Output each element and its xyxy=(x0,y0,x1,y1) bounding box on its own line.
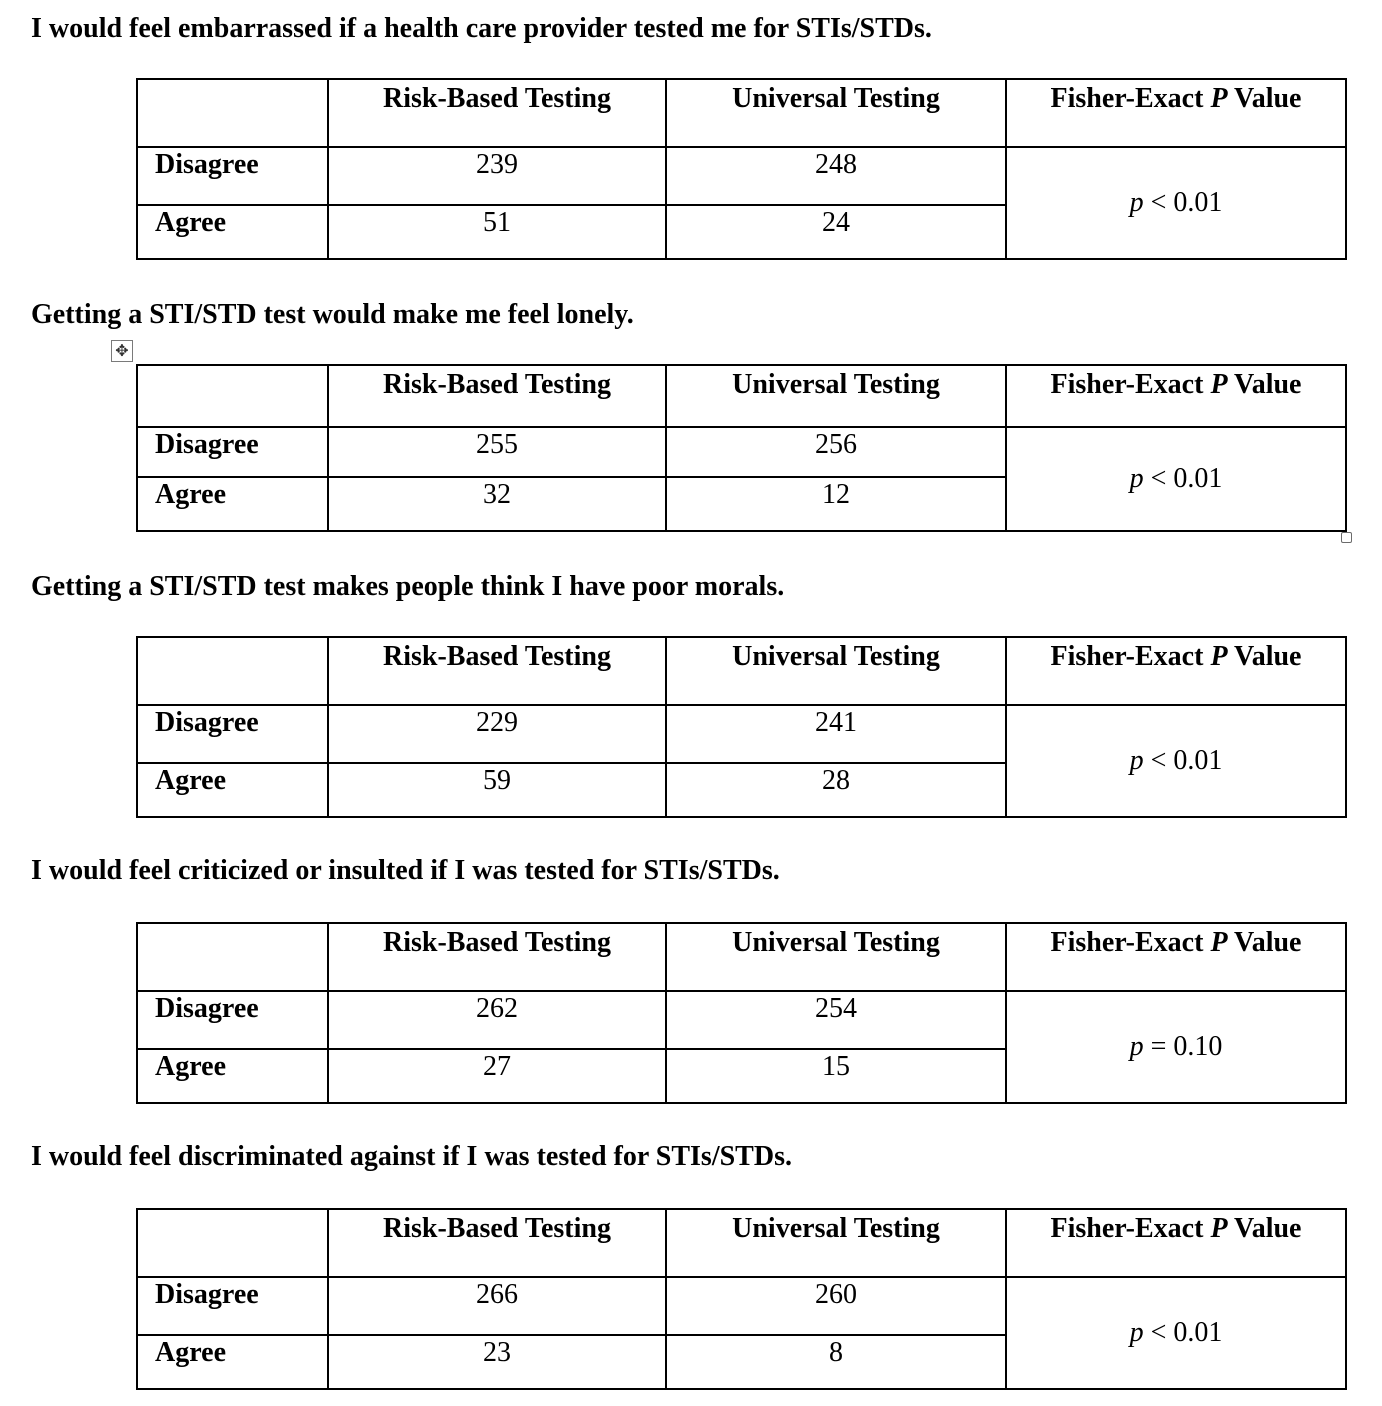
cell-agree-universal: 28 xyxy=(666,763,1006,817)
corner-cell xyxy=(137,79,328,147)
cell-disagree-risk: 229 xyxy=(328,705,666,763)
results-table xyxy=(136,364,1347,532)
results-table xyxy=(136,636,1347,818)
cell-disagree-universal: 241 xyxy=(666,705,1006,763)
results-table xyxy=(136,1208,1347,1390)
cell-agree-universal: 8 xyxy=(666,1335,1006,1389)
cell-p-value: p = 0.10 xyxy=(1006,991,1346,1103)
cell-agree-risk: 27 xyxy=(328,1049,666,1103)
cell-disagree-risk: 266 xyxy=(328,1277,666,1335)
row-label-disagree: Disagree xyxy=(137,1277,328,1335)
corner-cell xyxy=(137,1209,328,1277)
header-fisher-exact: Fisher-Exact P Value xyxy=(1006,637,1346,705)
cell-disagree-universal: 248 xyxy=(666,147,1006,205)
cell-agree-universal: 15 xyxy=(666,1049,1006,1103)
header-risk-based: Risk-Based Testing xyxy=(328,79,666,147)
question-title: I would feel criticized or insulted if I was tested for STIs/STDs. xyxy=(31,855,780,886)
cell-disagree-risk: 262 xyxy=(328,991,666,1049)
corner-cell xyxy=(137,365,328,427)
question-title: I would feel embarrassed if a health care provider tested me for STIs/STDs. xyxy=(31,13,932,44)
header-risk-based: Risk-Based Testing xyxy=(328,923,666,991)
results-table xyxy=(136,78,1347,260)
cell-agree-risk: 59 xyxy=(328,763,666,817)
results-table xyxy=(136,922,1347,1104)
cell-p-value: p < 0.01 xyxy=(1006,427,1346,531)
header-risk-based: Risk-Based Testing xyxy=(328,637,666,705)
row-label-disagree: Disagree xyxy=(137,991,328,1049)
table-row xyxy=(137,991,1346,1049)
row-label-agree: Agree xyxy=(137,1049,328,1103)
header-fisher-exact: Fisher-Exact P Value xyxy=(1006,923,1346,991)
header-universal: Universal Testing xyxy=(666,79,1006,147)
header-risk-based: Risk-Based Testing xyxy=(328,365,666,427)
cell-disagree-universal: 256 xyxy=(666,427,1006,477)
table-row xyxy=(137,705,1346,763)
header-fisher-exact: Fisher-Exact P Value xyxy=(1006,365,1346,427)
cell-p-value: p < 0.01 xyxy=(1006,1277,1346,1389)
cell-disagree-risk: 255 xyxy=(328,427,666,477)
row-label-disagree: Disagree xyxy=(137,705,328,763)
cell-p-value: p < 0.01 xyxy=(1006,147,1346,259)
header-fisher-exact: Fisher-Exact P Value xyxy=(1006,79,1346,147)
cell-disagree-universal: 260 xyxy=(666,1277,1006,1335)
header-universal: Universal Testing xyxy=(666,637,1006,705)
question-title: Getting a STI/STD test would make me feel lonely. xyxy=(31,299,634,330)
header-universal: Universal Testing xyxy=(666,365,1006,427)
cell-disagree-risk: 239 xyxy=(328,147,666,205)
question-title: Getting a STI/STD test makes people think I have poor morals. xyxy=(31,571,785,602)
row-label-agree: Agree xyxy=(137,1335,328,1389)
move-cross-icon[interactable]: ✥ xyxy=(111,340,133,362)
header-universal: Universal Testing xyxy=(666,923,1006,991)
header-risk-based: Risk-Based Testing xyxy=(328,1209,666,1277)
cell-agree-risk: 51 xyxy=(328,205,666,259)
cell-agree-risk: 32 xyxy=(328,477,666,531)
row-label-agree: Agree xyxy=(137,763,328,817)
corner-cell xyxy=(137,637,328,705)
cell-agree-risk: 23 xyxy=(328,1335,666,1389)
header-universal: Universal Testing xyxy=(666,1209,1006,1277)
cell-p-value: p < 0.01 xyxy=(1006,705,1346,817)
table-row xyxy=(137,147,1346,205)
row-label-disagree: Disagree xyxy=(137,427,328,477)
table-row xyxy=(137,427,1346,477)
corner-cell xyxy=(137,923,328,991)
row-label-agree: Agree xyxy=(137,205,328,259)
cell-agree-universal: 12 xyxy=(666,477,1006,531)
cell-agree-universal: 24 xyxy=(666,205,1006,259)
table-row xyxy=(137,1277,1346,1335)
row-label-disagree: Disagree xyxy=(137,147,328,205)
row-label-agree: Agree xyxy=(137,477,328,531)
resize-square-icon[interactable] xyxy=(1341,532,1352,543)
header-fisher-exact: Fisher-Exact P Value xyxy=(1006,1209,1346,1277)
question-title: I would feel discriminated against if I was tested for STIs/STDs. xyxy=(31,1141,792,1172)
cell-disagree-universal: 254 xyxy=(666,991,1006,1049)
